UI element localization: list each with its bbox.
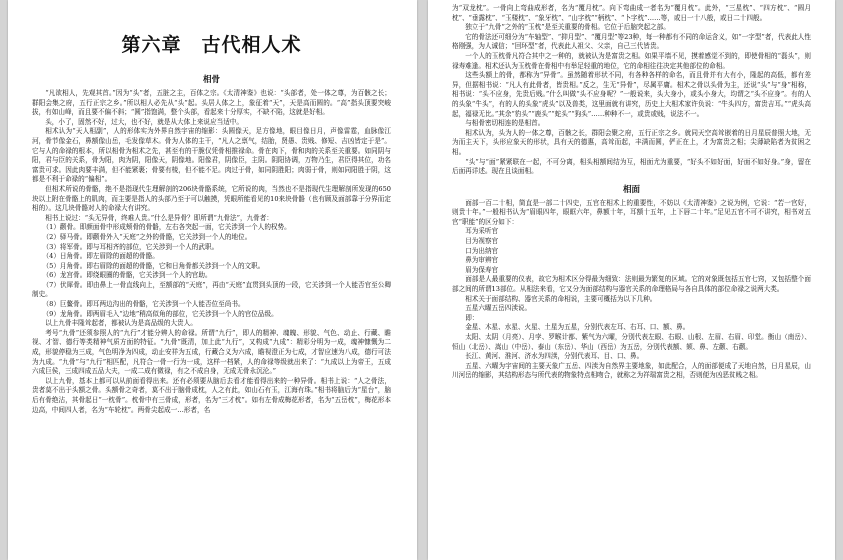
paragraph: 五星、六曜为宇宙间的主要天象广五岳、四渎为自然界主要地象，如此配合，人的面部便成了天地自然，日月星辰，山川河岳的缩影，其结构形态与所代表的物象特点相吻合，就称之为祥瑞富贵之相，否则便为凶恶贫贱之相。 [452, 361, 811, 380]
list-item: （8）巨鳌骨。即耳两边沟出的骨骼，它关涉到一个人能否位至尚书。 [42, 300, 245, 309]
paragraph: 相术认为，头为人的一体之尊，百骸之长，群阳会聚之府，五行正宗之乡。就同天空高耸嵌着的日月星辰普照大地，无为而主天下，头形应象天的形状，具有天的德惠，高耸而起，丰满而圆，俨正在上，才为富贵之相；尖薄缺陷者为贫困之相。 [452, 128, 811, 156]
list-item: （3）将军骨。即与耳相齐的部位，它关涉到一个人的武职。 [42, 242, 219, 251]
paragraph: “头”与“面”紧紧联在一起，不可分离，相头相额间结为互，相面尤为重要，“好头不如好面，好面不如好身。”身，留在后面再详述。现在且谈面相。 [452, 157, 811, 176]
list-item: 鼻为审辨官 [465, 256, 499, 265]
paragraph: “凡欲相人，先观其首。”因为“头”者，五脏之主，百体之宗。《太清神鉴》也说：“头部者，处一体之尊，为百骸之长；群阳会集之府，五行正宗之乡。”所以相人必先从“头”起。头居人体之上，象征着“天”，天是高而圆的。“高”指头顶要突峻拔，有如山峰，而且要不偏不斜；“圆”指饱满，整个头部，看起来十分厚实，不缺不陷，这就是好相。 [32, 89, 391, 117]
nine-bones-list [32, 223, 391, 319]
paragraph: 五星六曜五岳四渎说。 [465, 304, 532, 313]
paragraph: 面部一百二十相，简直是一部二十四史，五官在相术上的重要性，不妨以《太清神鉴》之说为例，它说：“若一官好，则贵十年。”一般相书认为“眉眼四年，眼眶六年，鼻额十年，耳额十五年，上下唇二十年。”足见五官不可不讲究，相书对五官“职能”的区分如下： [452, 198, 811, 226]
section-title-face: 相面 [622, 184, 640, 195]
paragraph: 相书上说过：“头无异骨，终难人贵。”什么是异骨？即所谓“九骨法”，九骨者： [45, 213, 273, 222]
chapter-title: 第六章 古代相人术 [121, 34, 302, 56]
paragraph: 与相骨密切相连的是相首。 [465, 119, 545, 128]
list-item: （5）月角骨。即右眉除的面超的骨骼，它和日角骨都关涉到一个人的文职。 [42, 261, 265, 270]
paragraph: 即： [465, 313, 479, 322]
list-item: 耳为采听官 [465, 227, 499, 236]
list-item: （6）龙宫骨。即绕眼圈的骨骼，它关涉到一个人的官助。 [42, 271, 212, 280]
paragraph: 头，小了，固然不好，过大，也不好，就是从大体上来说应当适中。 [45, 117, 243, 126]
five-organs-list [452, 227, 811, 275]
paragraph: 长江、黄河、淮河、济水为四渎，分别代表耳、目、口、鼻。 [465, 352, 644, 361]
paragraph: 面部是人最重要的仪表，故它为相术区分得最为细致：法则最为繁复的区域。它的对象既包括五官七窍，又包括整个面部之间的所谓13部位。从相法来看，它又分为面部结构与器官关系的命理格局与各自具体的部位命禄之说两大类。 [452, 275, 811, 294]
paragraph: 独立于“九骨”之外的“玉枕”是至关重要的骨相。它位于后脑突起之部。 [465, 23, 670, 32]
paragraph: 以上九骨丰隆耸起者，都被认为是高品级的大贵人。 [45, 319, 197, 328]
top-text [452, 4, 811, 177]
paragraph: 金星、木星、水星、火星、土星为五星，分别代表左耳、右耳、口、额、鼻。 [465, 323, 690, 332]
list-item: 口为出纳官 [465, 246, 499, 255]
paragraph: 考号“九骨”还须参照人的“九行”才能分辨人的命禄。所谓“九行”，即人的精神、魂魄、形貌、气色、动止、行藏、瞻视、才智、德行等类精神气质方面的特征。“九骨”既清，加上此“九行”，又构成“九成”：精彩分明为一成，魂神慷慨为二成，形貌停稳为三成，气色明净为四成，动止安祥为五成，行藏合义为六成，瞻视澄正为七成，才智应速为八成，德行可法为九成。“九骨”与“九行”相匹配，凡符合一骨一行为一成，这样一档紧，人的命禄等级就出来了：“九成以上为帝王，五成六成巨侯，三成四成五品大夫，一成二成有微禄，有之不成自身，无成无骨永沉沦。” [32, 328, 391, 376]
paragraph: 但相术所说的骨骼，绝不是指现代生理解剖的206块骨骼系统，它所说的肉，当然也不是指现代生理解剖所发现的650块以上附在骨骼上的肌肉，而主要是指人的头部乃至于可以触摸，凭眼所能看见的10来块骨骼（也有顾及面部靠于分界而定相的）。这几块骨骼对人的命禄大有讲究。 [32, 184, 391, 213]
paragraph: 一个人的玉枕骨凡符合其中之一种的，就被认为是富贵之相。如果平墙不见，摸着感觉不到的，即使骨相的“磊头”，则禄寿难逢。相术还认为玉枕骨在骨相中有举足轻重的地位，它的命相往往决定其他部位的命相。 [452, 51, 811, 70]
list-item: 目为视察官 [465, 237, 499, 246]
paragraph: 这些头额上的骨，都称为“异骨”。虽然随着形状不同，有各种各样的命名，而且骨并有大有小，隆起的高低，都有差异，但据相书说：“凡人有此骨者，皆贵相。”反之，生无“异骨”，尽属平庸。相术之骨以头骨为主，还说“头”与“身”相称，相书说：“头不应身，先贵后贱。”什么叫做“头不应身呢？”一般说来，头大身小，或头小身大，均谓之“头不应身”。有的人的头象“牛头”，有的人的头象“虎头”以及兽类，这里面就有讲究，历史上大相术家许负说：“牛头四方，富贵吉耳。”“虎头高起，福禄无比。”其余“豹头”“鹿头”“蛇头”“狗头”……种种不一，或贵或贱，说法不一。 [452, 71, 811, 118]
right-page [428, 0, 835, 560]
list-item: （7）伏犀骨。即由鼻上一骨直线向上，至额部的“天庭”，再由“天庭”直贯到头顶的一段，它关涉到一个人能否官至公卿制史。 [32, 280, 391, 299]
paragraph: 相术认为“天人相副”，人的形体实为外界自然宇宙的缩影：头圆像天，足方像地，眼目像日月，声像雷霆，血脉像江河，骨节像金石，鼻额像山岳，毛发像草木。骨为人体的主干，“凡人之禀气，结胎，贤愚、贵贱、修短、吉凶皆定于是”。它与人的命禄的根本，所以相骨为相术之先，甚至有的干脆仅凭骨相推禄命。骨在肉下，骨和肉的关系至关重要。如同阴与阳，君与臣的关系，骨为阳，肉为阴，阳像天，阴像地。阳像君，阴像臣，主阴。阴阳协调，万物乃生，君臣得其位，功名富贵可求。因此肉要丰满，但不能紧裹；骨要有棱，但不能不足。肉过于骨，如同阴胜阳；肉弱于骨，则如同阳胜于阴，这都是不利于命禄的“偏相”。 [32, 127, 391, 184]
list-item: （9）龙角骨。即两眉毛入“边地”稍高似角的部位，它关涉到一个人的官位品级。 [42, 309, 278, 318]
after-list-text [32, 319, 391, 415]
intro-text [32, 89, 391, 223]
paragraph: 相术关于面部结构、器官关系的命相说，主要可概括为以下几种。 [465, 294, 657, 303]
paragraph: 它的骨法还可细分为“车轴型”、“抑月型”、“覆月型”等23种，每一种都有不同的命运含义，如“一字型”者，代表此人性格刚强，为人诚信；“回环型”者，代表此人祖父、父亲，自己三代皆贵。 [452, 32, 811, 51]
section-title-bones: 相骨 [202, 75, 220, 85]
face-text [452, 199, 811, 228]
left-page [8, 0, 417, 560]
list-item: （1）颧骨。即颜面骨中形成颊骨的骨骼，左右各突起一面，它关涉到一个人的权势。 [42, 223, 291, 232]
list-item: （4）日角骨。即左眉除的面超的骨骼。 [42, 252, 159, 261]
paragraph: 以上九骨，基本上都可以从前面看得出来。还有必须要从脑后去看才能看得出来的一种异骨。相书上说：“人之骨法，贵者莫不出于头额之骨。头额骨之奇者，莫不出于脑骨成枕，人之有此，如山石有玉，江海有珠。”相书将脑后为“星台”，脑后有骨绝沾，其骨起日“一枕骨”。枕骨中有三骨成，形者，名为“三才枕”。如有左骨成梅花形者，名为“五岳枕”，梅花形本边高，中间四人者，名为“车轮枕”。两骨尖起成一…形者，名 [32, 376, 391, 414]
paragraph: 太阳、太阴（月亮）、月孛、罗睺计都、紫气为六曜，分别代表左眼、右眼、山根、左眉、右眉、印堂。衡山（南岳）、恒山（北岳）、嵩山（中岳）、泰山（东岳）、华山（西岳）为五岳，分别代表额、颏、鼻、左颧、右颧。 [452, 333, 811, 351]
bottom-text [452, 275, 811, 381]
paragraph: 为“双龙枕”。一骨向上弯曲成形者，名为“覆月枕”。向下弯曲成一者名为“覆月枕”。此外，“三星枕”、“四方枕”、“圆月枕”、“垂露枕”、“玉楼枕”、“象牙枕”、“山字枕”“柄枕”、“卜字枕”……等，或日一十八般，或日二十四般。 [452, 4, 811, 22]
list-item: 眉为保寿官 [465, 265, 499, 274]
list-item: （2）驿马骨。即颧骨外入“天庭”之外的骨骼，它关涉到一个人的地位。 [42, 232, 252, 241]
